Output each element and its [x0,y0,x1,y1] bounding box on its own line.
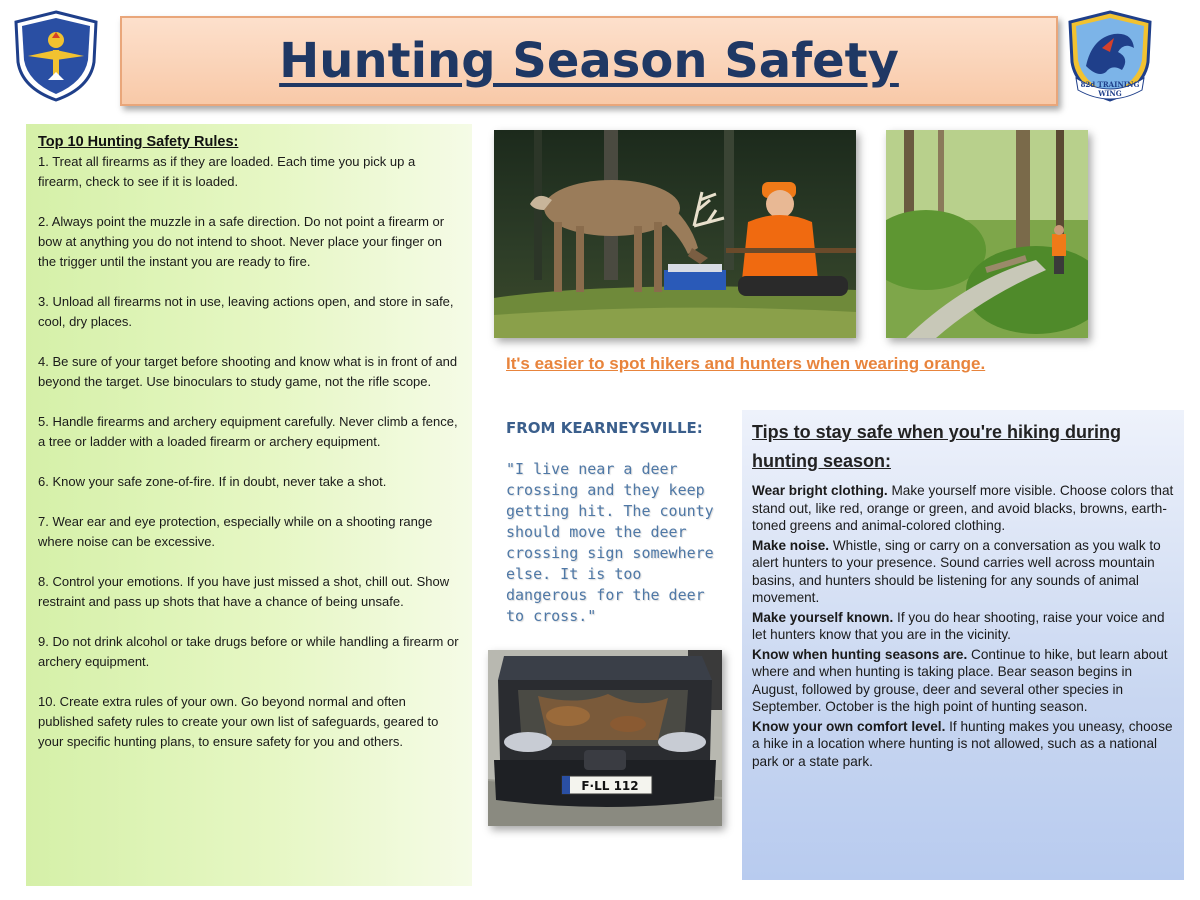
license-plate: F·LL 112 [581,779,639,793]
orange-clothing-caption: It's easier to spot hikers and hunters when wearing orange. [506,354,986,373]
tip-body: If hunting makes you uneasy, choose a hike in a location where hunting is not allowed, such as a national park or a state park. [752,718,1173,769]
tip-body: Continue to hike, but learn about where and when hunting is taking place. Bear season begins in August, followed by grouse, deer and several other species in September. October is the high point of hunting season. [752,646,1168,714]
forest-hiker-photo [886,130,1088,338]
deer-hunter-photo [494,130,856,338]
training-wing-label: 82d TRAINING WING [1080,80,1140,98]
quote-text: "I live near a deer crossing and they keep getting hit. The county should move the deer crossing sign somewhere else. It is too dangerous for the deer to cross." [506,460,714,625]
tip-title: Know when hunting seasons are. [752,646,968,662]
hiking-tips-panel [742,410,1184,880]
tip-item [752,537,1174,607]
rules-heading: Top 10 Hunting Safety Rules: [38,134,239,150]
tip-item [752,718,1174,771]
rule-item: 9. Do not drink alcohol or take drugs before or while handling a firearm or archery equipment. [38,634,459,669]
title-banner [120,16,1058,106]
quote-heading: FROM KEARNEYSVILLE: [506,419,703,437]
page-title: Hunting Season Safety [279,33,899,89]
tip-item [752,482,1174,535]
training-wing-emblem [1062,8,1158,104]
tip-body: Make yourself more visible. Choose colors that stand out, like red, orange or green, and avoid blacks, browns, earth-toned greens and animal-colored clothing. [752,483,1174,533]
tip-body: If you do hear shooting, raise your voice and let hunters know that you are in the vicinity. [752,609,1165,642]
tips-heading: Tips to stay safe when you're hiking during hunting season: [752,422,1122,471]
rule-item: 8. Control your emotions. If you have just missed a shot, chill out. Show restraint and pass up shots that have a chance of being unsafe. [38,574,450,609]
rule-item: 3. Unload all firearms not in use, leaving actions open, and store in safe, cool, dry places. [38,294,454,329]
rule-item: 4. Be sure of your target before shooting and know what is in front of and beyond the target. Use binoculars to study game, not the rifle scope. [38,354,458,389]
tip-item [752,646,1174,716]
rule-item: 5. Handle firearms and archery equipment carefully. Never climb a fence, a tree or ladder with a loaded firearm or archery equipment. [38,414,458,449]
rule-item: 2. Always point the muzzle in a safe direction. Do not point a firearm or bow at anything you do not intend to shoot. Never place your finger on the trigger until the instant you are ready to fire. [38,214,445,269]
tip-title: Make yourself known. [752,609,894,625]
aetc-emblem [8,8,104,104]
tip-title: Know your own comfort level. [752,718,946,734]
safety-rules-panel [26,124,472,886]
rule-item: 6. Know your safe zone-of-fire. If in doubt, never take a shot. [38,474,387,489]
damaged-car-photo [488,650,722,826]
rule-item: 1. Treat all firearms as if they are loaded. Each time you pick up a firearm, check to see if it is loaded. [38,154,416,189]
tip-title: Wear bright clothing. [752,483,888,498]
rule-item: 10. Create extra rules of your own. Go beyond normal and often published safety rules to create your own list of safeguards, geared to your specific hunting plans, to ensure safety for you and others. [38,694,439,749]
tip-item [752,609,1174,644]
rule-item: 7. Wear ear and eye protection, especially while on a shooting range where noise can be excessive. [38,514,433,549]
tip-title: Make noise. [752,537,830,553]
tip-body: Whistle, sing or carry on a conversation as you walk to alert hunters to your presence. Sound carries well across mountain basins, and hunters should be listening for any sounds of animal movement. [752,537,1161,605]
